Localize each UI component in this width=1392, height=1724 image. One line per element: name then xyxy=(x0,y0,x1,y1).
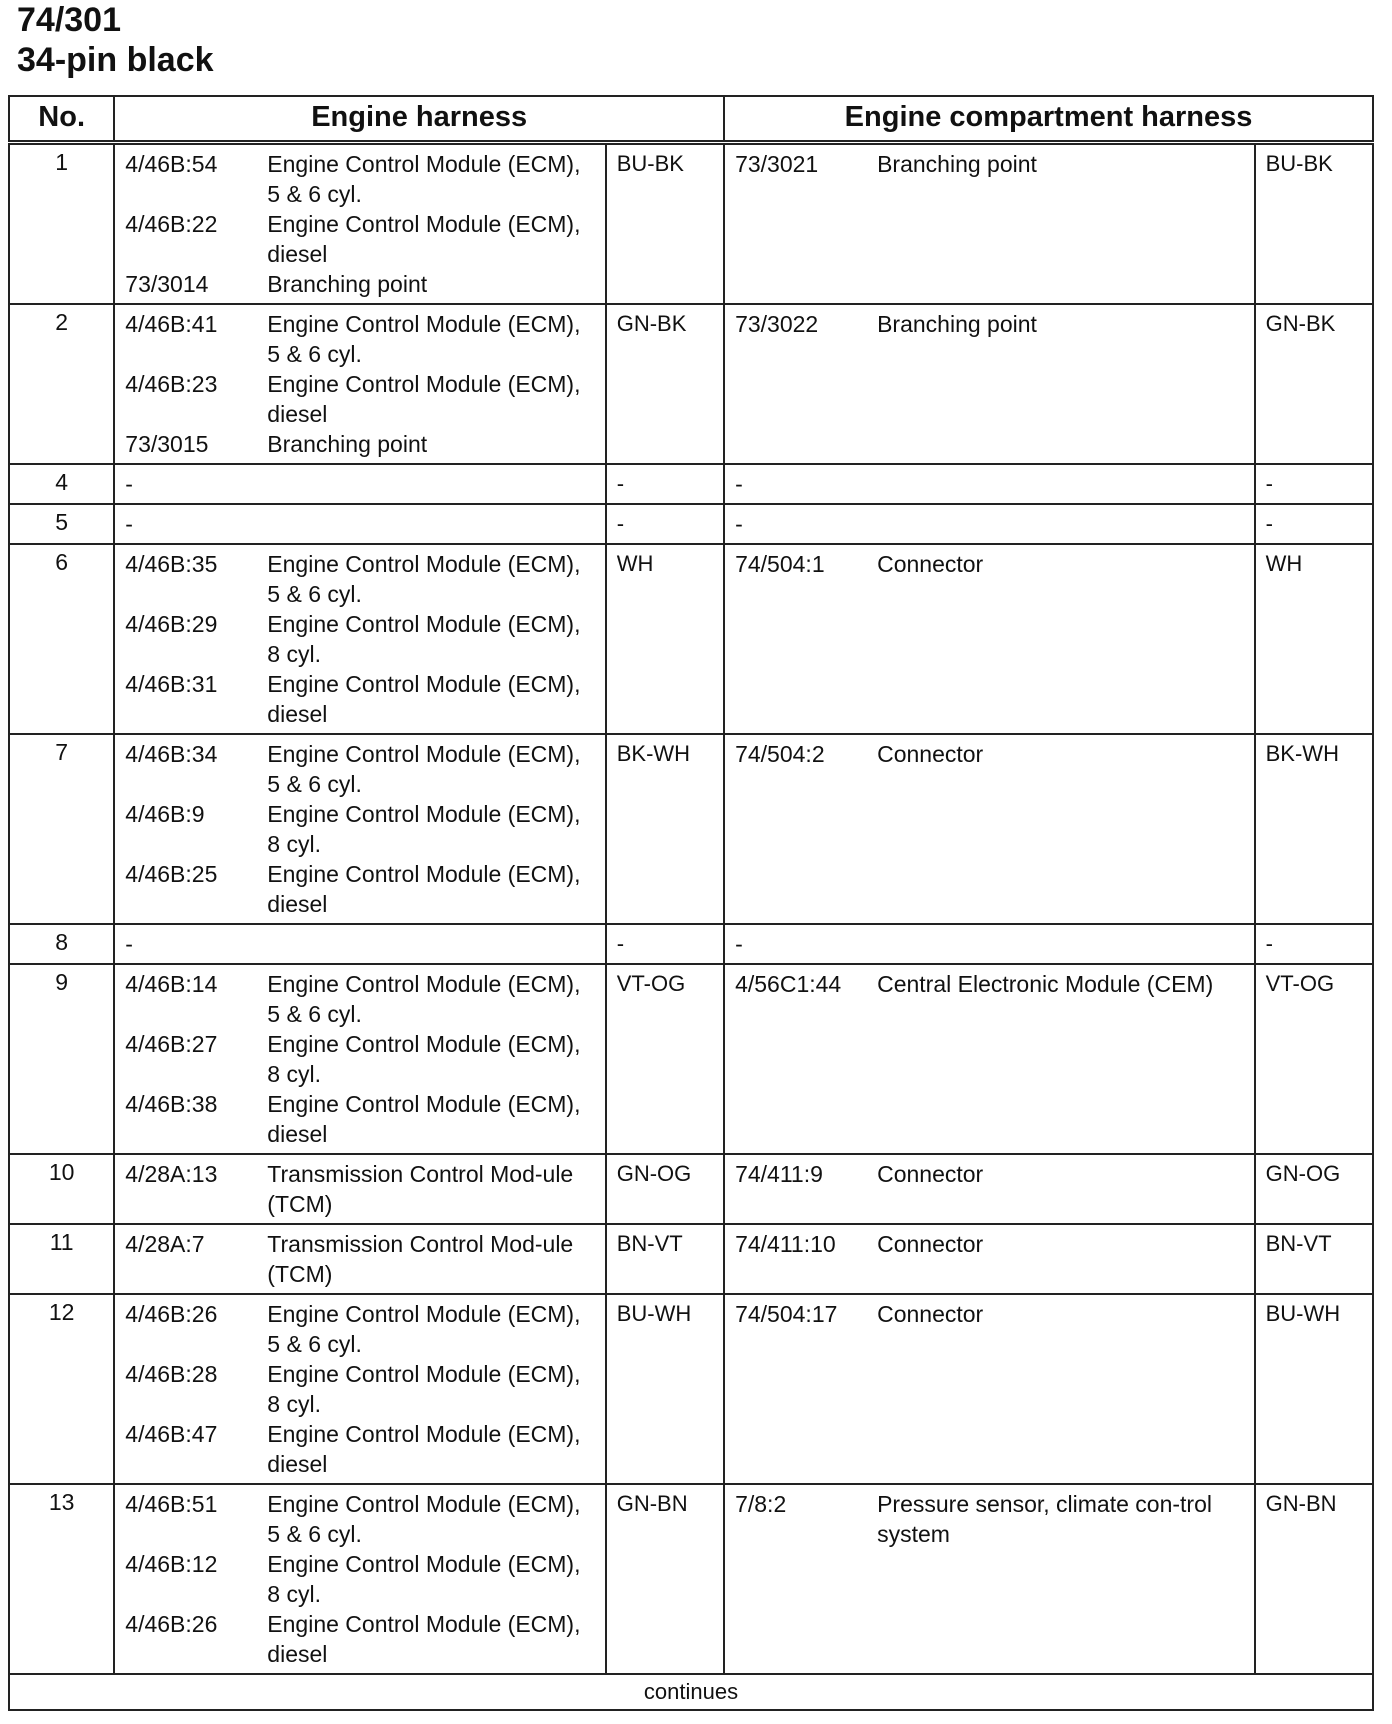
engine-pin-ref: 4/46B:14 xyxy=(125,971,218,997)
pin-number: 4 xyxy=(9,464,114,504)
engine-pin-ref: 4/46B:22 xyxy=(125,211,218,237)
compartment-pin-ref: 74/504:17 xyxy=(735,1301,838,1327)
engine-pin-ref: 4/46B:54 xyxy=(125,151,218,177)
compartment-wire-color: GN-BK xyxy=(1255,304,1373,464)
pin-number: 10 xyxy=(9,1154,114,1224)
engine-pin-desc: Engine Control Module (ECM), diesel xyxy=(267,371,581,427)
footer-row xyxy=(9,1674,1373,1710)
engine-pin-desc xyxy=(267,509,594,539)
engine-pin-ref: 4/46B:38 xyxy=(125,1091,218,1117)
engine-harness-cell xyxy=(114,924,605,964)
engine-pin-ref: 4/46B:29 xyxy=(125,611,218,637)
table-row xyxy=(9,964,1373,1154)
compartment-pin-desc: Connector xyxy=(877,1231,984,1257)
continues-note: continues xyxy=(9,1674,1373,1710)
engine-pin-desc: Transmission Control Mod-ule (TCM) xyxy=(267,1161,574,1217)
table-row xyxy=(9,734,1373,924)
engine-pin-ref: 4/46B:35 xyxy=(125,551,218,577)
engine-wire-color: BK-WH xyxy=(606,734,724,924)
engine-pin-desc xyxy=(267,929,594,959)
compartment-wire-color: BN-VT xyxy=(1255,1224,1373,1294)
engine-pin-desc: Engine Control Module (ECM), 8 cyl. xyxy=(267,1551,581,1607)
engine-pin-ref: 4/46B:51 xyxy=(125,1491,218,1517)
engine-pin-ref: 4/46B:12 xyxy=(125,1551,218,1577)
engine-pin-desc: Engine Control Module (ECM), 5 & 6 cyl. xyxy=(267,741,581,797)
compartment-pin-desc: Branching point xyxy=(877,311,1037,337)
table-row xyxy=(9,924,1373,964)
engine-pin-desc: Engine Control Module (ECM), diesel xyxy=(267,1611,581,1667)
compartment-harness-cell xyxy=(724,1154,1255,1224)
engine-pin-desc: Branching point xyxy=(267,431,428,457)
compartment-pin-ref: 73/3022 xyxy=(735,311,819,337)
engine-pin-desc: Engine Control Module (ECM), 8 cyl. xyxy=(267,801,581,857)
engine-pin-ref: 73/3014 xyxy=(125,271,209,297)
compartment-harness-cell xyxy=(724,734,1255,924)
engine-pin-ref: 4/46B:41 xyxy=(125,311,218,337)
engine-wire-color: BN-VT xyxy=(606,1224,724,1294)
engine-pin-desc: Engine Control Module (ECM), 8 cyl. xyxy=(267,611,581,667)
pin-number: 13 xyxy=(9,1484,114,1674)
compartment-pin-desc: Pressure sensor, climate con-trol system xyxy=(877,1491,1212,1547)
compartment-pin-ref: - xyxy=(735,511,743,537)
table-row xyxy=(9,1154,1373,1224)
engine-pin-desc: Engine Control Module (ECM), 5 & 6 cyl. xyxy=(267,551,581,607)
engine-pin-ref: 4/28A:7 xyxy=(125,1231,205,1257)
compartment-pin-desc: Central Electronic Module (CEM) xyxy=(877,971,1214,997)
pinout-table xyxy=(8,95,1374,1711)
engine-pin-desc: Transmission Control Mod-ule (TCM) xyxy=(267,1231,574,1287)
header-no: No. xyxy=(9,96,114,143)
compartment-harness-cell xyxy=(724,1224,1255,1294)
engine-pin-desc: Engine Control Module (ECM), 5 & 6 cyl. xyxy=(267,1491,581,1547)
pin-number: 12 xyxy=(9,1294,114,1484)
engine-pin-desc: Engine Control Module (ECM), diesel xyxy=(267,1091,581,1147)
compartment-wire-color: BU-WH xyxy=(1255,1294,1373,1484)
compartment-pin-desc: Connector xyxy=(877,551,984,577)
table-header-row xyxy=(9,96,1373,143)
compartment-harness-cell xyxy=(724,924,1255,964)
engine-wire-color: GN-BK xyxy=(606,304,724,464)
engine-harness-cell xyxy=(114,1224,605,1294)
pin-number: 1 xyxy=(9,143,114,305)
table-row xyxy=(9,143,1373,305)
compartment-harness-cell xyxy=(724,964,1255,1154)
pin-number: 9 xyxy=(9,964,114,1154)
engine-harness-cell xyxy=(114,143,605,305)
engine-pin-ref: - xyxy=(125,511,133,537)
engine-pin-ref: 4/46B:26 xyxy=(125,1301,218,1327)
engine-pin-ref: 4/46B:47 xyxy=(125,1421,218,1447)
compartment-pin-desc xyxy=(877,469,1244,499)
compartment-pin-ref: 74/411:10 xyxy=(735,1231,836,1257)
compartment-pin-ref: 7/8:2 xyxy=(735,1491,787,1517)
engine-harness-cell xyxy=(114,464,605,504)
page-heading xyxy=(17,0,214,80)
engine-wire-color: BU-BK xyxy=(606,143,724,305)
engine-pin-desc: Engine Control Module (ECM), 5 & 6 cyl. xyxy=(267,151,581,207)
engine-harness-cell xyxy=(114,1154,605,1224)
engine-pin-ref: 4/46B:27 xyxy=(125,1031,218,1057)
engine-pin-ref: 4/46B:28 xyxy=(125,1361,218,1387)
header-compartment-harness: Engine compartment harness xyxy=(724,96,1373,143)
header-engine-harness: Engine harness xyxy=(114,96,724,143)
engine-harness-cell xyxy=(114,504,605,544)
compartment-pin-ref: 74/411:9 xyxy=(735,1161,823,1187)
pin-number: 11 xyxy=(9,1224,114,1294)
table-row xyxy=(9,504,1373,544)
pin-number: 5 xyxy=(9,504,114,544)
engine-pin-ref: 4/46B:26 xyxy=(125,1611,218,1637)
pin-number: 6 xyxy=(9,544,114,734)
engine-pin-desc: Engine Control Module (ECM), diesel xyxy=(267,211,581,267)
compartment-pin-desc: Connector xyxy=(877,741,984,767)
engine-wire-color: WH xyxy=(606,544,724,734)
engine-pin-ref: 73/3015 xyxy=(125,431,209,457)
compartment-wire-color: GN-OG xyxy=(1255,1154,1373,1224)
compartment-pin-ref: 74/504:1 xyxy=(735,551,825,577)
compartment-harness-cell xyxy=(724,544,1255,734)
engine-wire-color: GN-OG xyxy=(606,1154,724,1224)
compartment-pin-ref: - xyxy=(735,471,743,497)
engine-pin-desc: Engine Control Module (ECM), 5 & 6 cyl. xyxy=(267,971,581,1027)
engine-pin-ref: - xyxy=(125,471,133,497)
table-row xyxy=(9,544,1373,734)
compartment-wire-color: - xyxy=(1255,924,1373,964)
engine-wire-color: GN-BN xyxy=(606,1484,724,1674)
engine-pin-desc: Engine Control Module (ECM), diesel xyxy=(267,861,581,917)
compartment-harness-cell xyxy=(724,143,1255,305)
compartment-pin-ref: 73/3021 xyxy=(735,151,819,177)
engine-wire-color: BU-WH xyxy=(606,1294,724,1484)
engine-wire-color: - xyxy=(606,924,724,964)
pin-number: 2 xyxy=(9,304,114,464)
engine-harness-cell xyxy=(114,544,605,734)
compartment-wire-color: GN-BN xyxy=(1255,1484,1373,1674)
compartment-harness-cell xyxy=(724,1484,1255,1674)
table-row xyxy=(9,304,1373,464)
compartment-wire-color: WH xyxy=(1255,544,1373,734)
engine-pin-ref: 4/46B:34 xyxy=(125,741,218,767)
pin-number: 8 xyxy=(9,924,114,964)
table-row xyxy=(9,1484,1373,1674)
engine-pin-desc: Engine Control Module (ECM), 8 cyl. xyxy=(267,1031,581,1087)
compartment-harness-cell xyxy=(724,1294,1255,1484)
compartment-wire-color: BU-BK xyxy=(1255,143,1373,305)
table-row xyxy=(9,464,1373,504)
compartment-harness-cell xyxy=(724,304,1255,464)
engine-pin-desc: Engine Control Module (ECM), 5 & 6 cyl. xyxy=(267,1301,581,1357)
table-row xyxy=(9,1294,1373,1484)
engine-pin-ref: 4/46B:23 xyxy=(125,371,218,397)
engine-pin-ref: - xyxy=(125,931,133,957)
engine-pin-desc: Engine Control Module (ECM), 5 & 6 cyl. xyxy=(267,311,581,367)
pin-number: 7 xyxy=(9,734,114,924)
compartment-pin-desc: Connector xyxy=(877,1301,984,1327)
engine-harness-cell xyxy=(114,304,605,464)
engine-pin-ref: 4/46B:25 xyxy=(125,861,218,887)
engine-pin-desc: Engine Control Module (ECM), diesel xyxy=(267,671,581,727)
compartment-pin-ref: 4/56C1:44 xyxy=(735,971,842,997)
engine-wire-color: - xyxy=(606,464,724,504)
compartment-wire-color: - xyxy=(1255,464,1373,504)
engine-harness-cell xyxy=(114,734,605,924)
compartment-wire-color: VT-OG xyxy=(1255,964,1373,1154)
compartment-wire-color: - xyxy=(1255,504,1373,544)
engine-wire-color: - xyxy=(606,504,724,544)
engine-harness-cell xyxy=(114,1294,605,1484)
engine-pin-ref: 4/46B:9 xyxy=(125,801,205,827)
engine-harness-cell xyxy=(114,1484,605,1674)
compartment-wire-color: BK-WH xyxy=(1255,734,1373,924)
compartment-harness-cell xyxy=(724,504,1255,544)
compartment-pin-ref: - xyxy=(735,931,743,957)
engine-harness-cell xyxy=(114,964,605,1154)
compartment-pin-desc xyxy=(877,509,1244,539)
engine-pin-desc xyxy=(267,469,594,499)
engine-pin-ref: 4/46B:31 xyxy=(125,671,218,697)
engine-wire-color: VT-OG xyxy=(606,964,724,1154)
engine-pin-desc: Branching point xyxy=(267,271,428,297)
compartment-pin-desc: Branching point xyxy=(877,151,1037,177)
connector-type: 34-pin black xyxy=(17,41,214,79)
table-row xyxy=(9,1224,1373,1294)
engine-pin-ref: 4/28A:13 xyxy=(125,1161,218,1187)
compartment-pin-desc xyxy=(877,929,1244,959)
compartment-pin-desc: Connector xyxy=(877,1161,984,1187)
engine-pin-desc: Engine Control Module (ECM), diesel xyxy=(267,1421,581,1477)
compartment-harness-cell xyxy=(724,464,1255,504)
compartment-pin-ref: 74/504:2 xyxy=(735,741,825,767)
engine-pin-desc: Engine Control Module (ECM), 8 cyl. xyxy=(267,1361,581,1417)
connector-id: 74/301 xyxy=(17,1,121,39)
